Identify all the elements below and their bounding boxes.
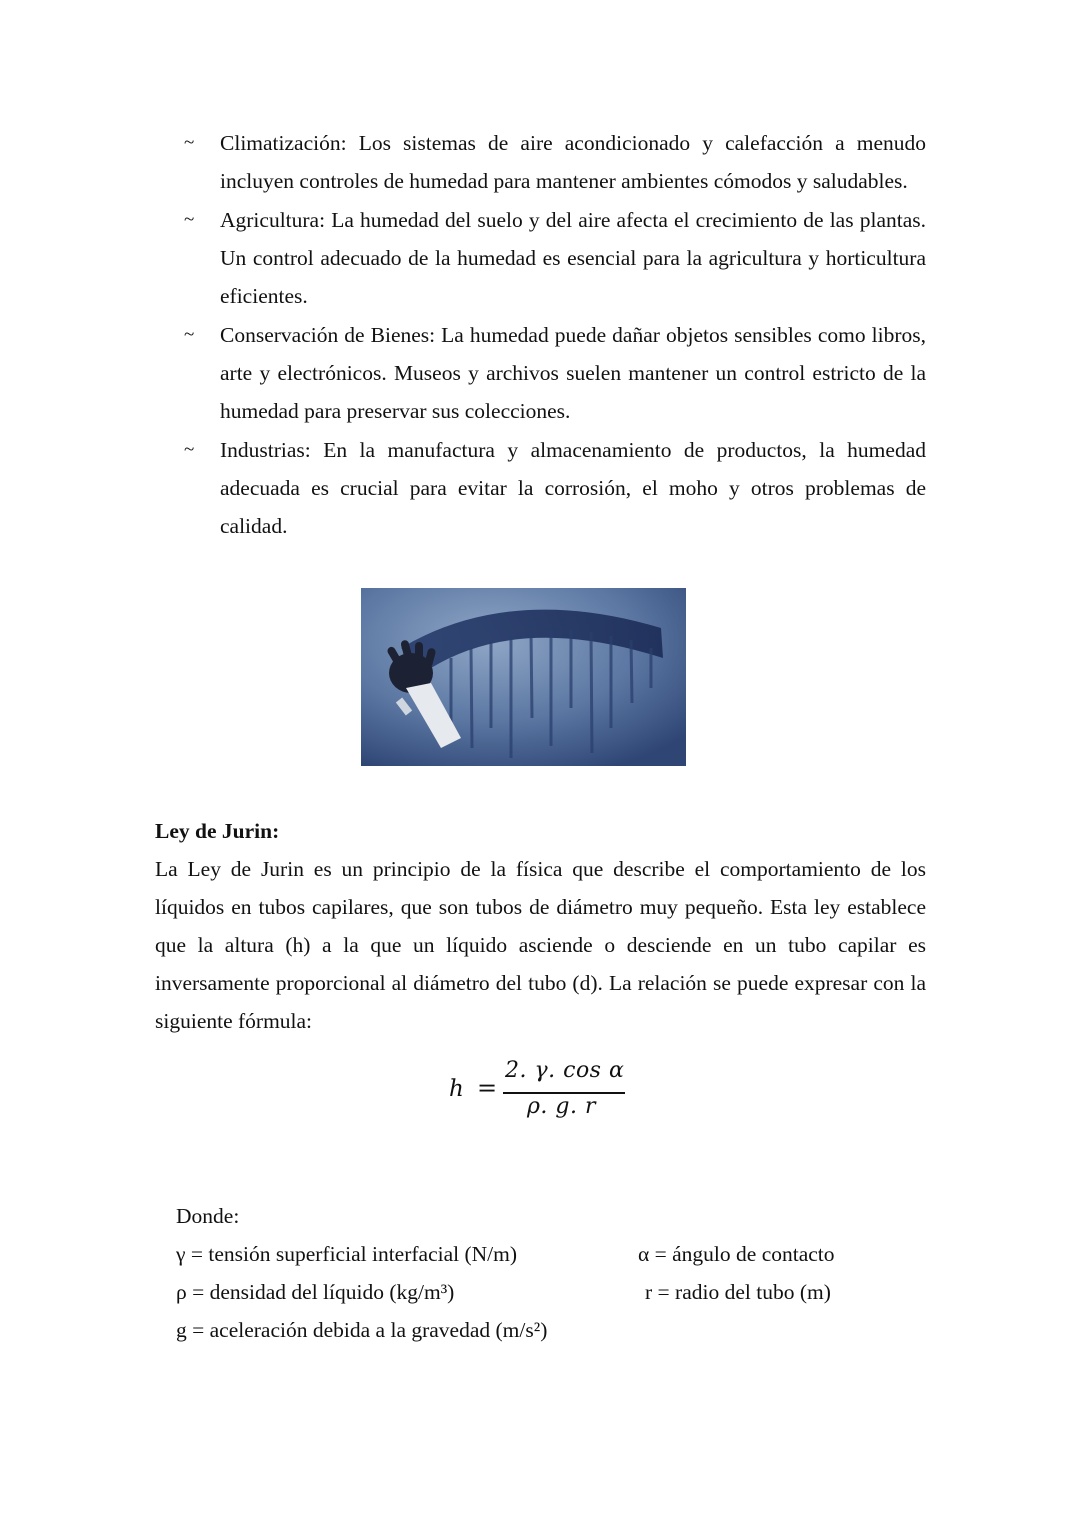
bullet-text: Conservación de Bienes: La humedad puede dañar objetos sensibles como libros, arte y electrónicos. Museos y archivos suelen mantener un control estricto de la humedad para preservar sus colecciones. bbox=[220, 323, 926, 423]
bullet-text: Industrias: En la manufactura y almacenamiento de productos, la humedad adecuada es crucial para evitar la corrosión, el moho y otros problemas de calidad. bbox=[220, 438, 926, 538]
definition-r: r = radio del tubo (m) bbox=[645, 1280, 831, 1304]
definition-gamma: γ = tensión superficial interfacial (N/m) bbox=[176, 1242, 518, 1266]
jurin-formula bbox=[449, 1058, 649, 1128]
section-paragraph: La Ley de Jurin es un principio de la física que describe el comportamiento de los líquidos en tubos capilares, que son tubos de diámetro muy pequeño. Esta ley establece que la altura (h) a la que un líquido asciende o desciende en un tubo capilar es inversamente proporcional al diámetro del tubo (d). La relación se puede expresar con la siguiente fórmula: bbox=[155, 857, 926, 1033]
foggy-window-image bbox=[361, 588, 686, 766]
bullet-marker: ~ bbox=[184, 132, 195, 153]
list-item bbox=[178, 201, 926, 315]
applications-list bbox=[178, 124, 926, 546]
list-item bbox=[178, 316, 926, 430]
list-item bbox=[178, 124, 926, 200]
definition-g: g = aceleración debida a la gravedad (m/s²) bbox=[176, 1318, 548, 1342]
bullet-marker: ~ bbox=[184, 324, 195, 345]
formula-denominator: ρ. g. r bbox=[527, 1094, 597, 1119]
bullet-text: Agricultura: La humedad del suelo y del aire afecta el crecimiento de las plantas. Un control adecuado de la humedad es esencial para la agricultura y horticultura eficientes. bbox=[220, 208, 926, 308]
bullet-text: Climatización: Los sistemas de aire acondicionado y calefacción a menudo incluyen controles de humedad para mantener ambientes cómodos y saludables. bbox=[220, 131, 926, 193]
formula-numerator: 2. γ. cos α bbox=[505, 1058, 625, 1083]
bullet-marker: ~ bbox=[184, 209, 195, 230]
definitions-heading: Donde: bbox=[176, 1204, 240, 1228]
formula-lhs: h bbox=[449, 1076, 464, 1102]
definition-rho: ρ = densidad del líquido (kg/m³) bbox=[176, 1280, 455, 1304]
formula-equals: = bbox=[477, 1074, 498, 1102]
bullet-marker: ~ bbox=[184, 439, 195, 460]
humidity-photo bbox=[361, 588, 686, 766]
list-item bbox=[178, 431, 926, 545]
definition-alpha: α = ángulo de contacto bbox=[638, 1242, 835, 1266]
section-title: Ley de Jurin: bbox=[155, 819, 280, 843]
